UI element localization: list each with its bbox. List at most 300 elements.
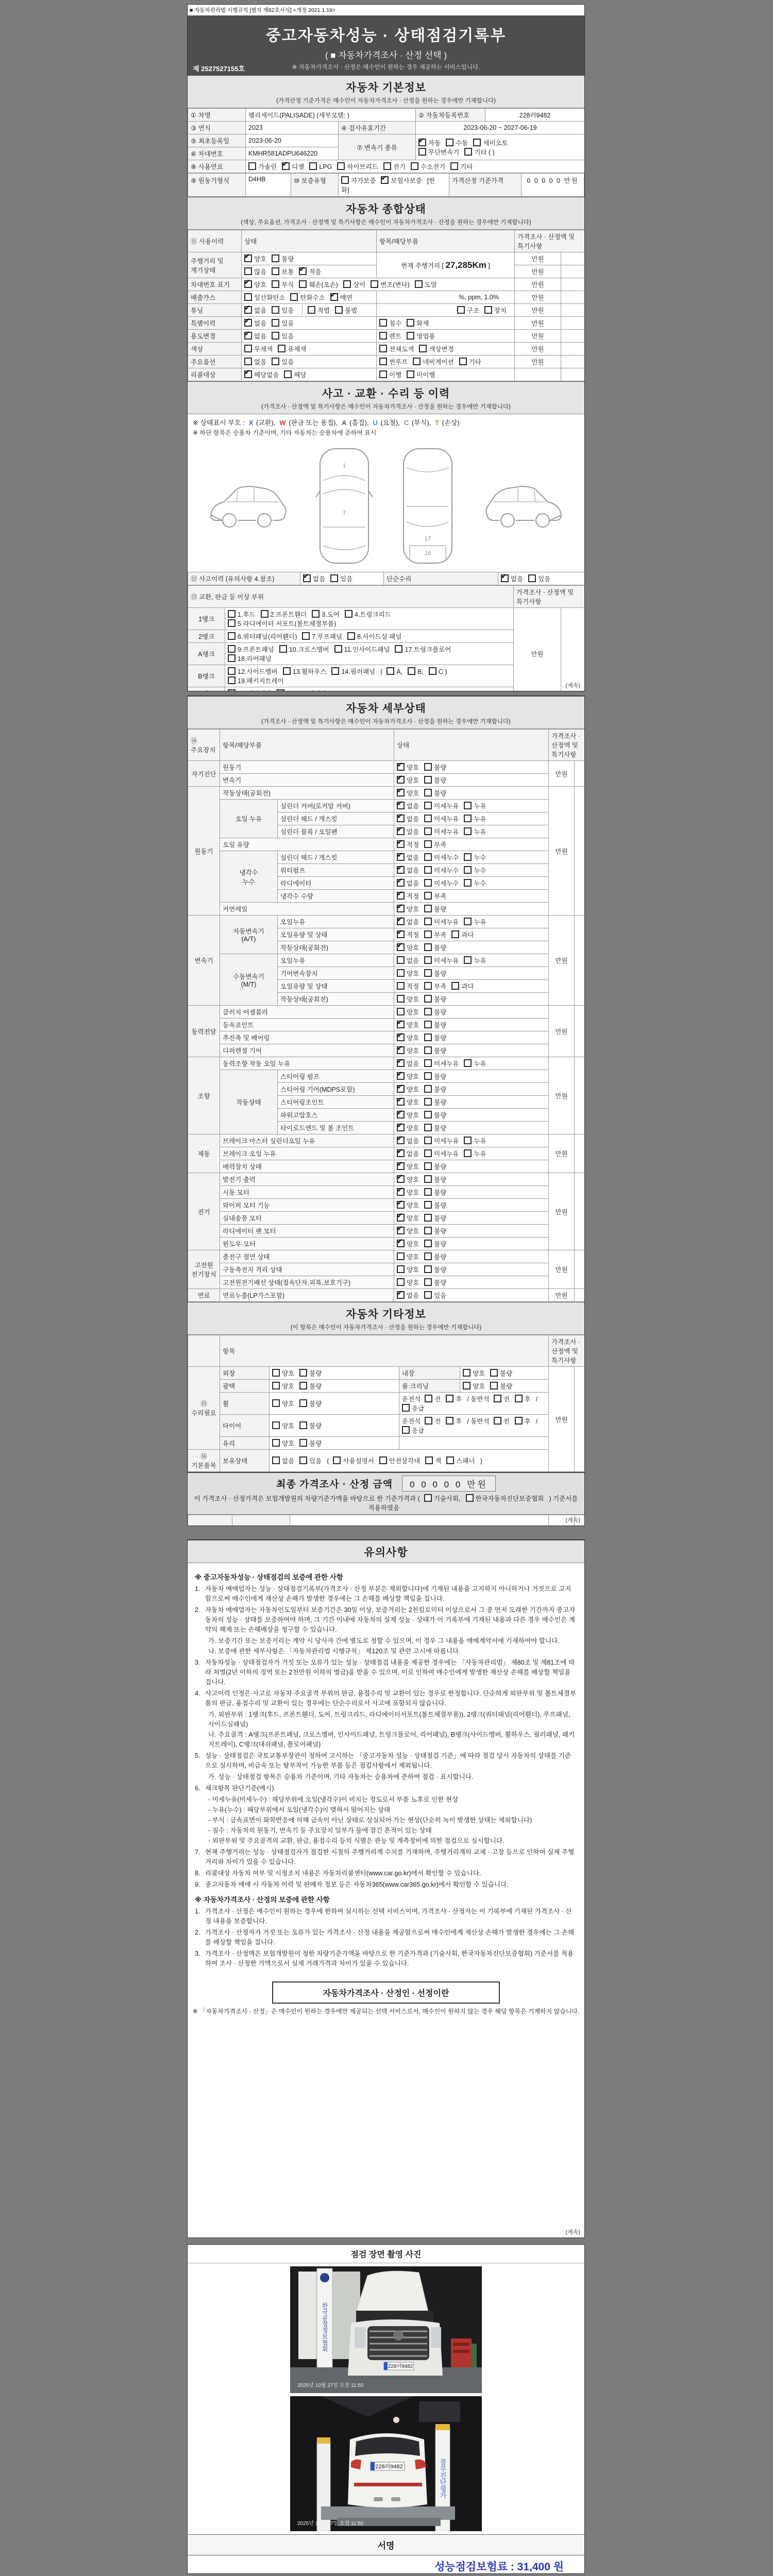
checkbox-icon[interactable] — [272, 255, 279, 262]
checkbox-checked-icon[interactable] — [397, 918, 405, 925]
checkbox-icon[interactable] — [397, 995, 405, 1003]
checkbox-label: 불량 — [434, 764, 447, 771]
checkbox-icon[interactable] — [424, 827, 432, 835]
checkbox-checked-icon[interactable] — [397, 1111, 405, 1118]
checkbox-icon[interactable] — [446, 1417, 453, 1425]
checks-text: ( — [327, 1458, 329, 1465]
checkbox-option — [494, 1416, 510, 1426]
checkbox-label: 적법 — [317, 307, 330, 314]
checkbox-icon[interactable] — [424, 995, 432, 1003]
checkbox-label: 양호 — [407, 764, 419, 771]
checkbox-icon[interactable] — [459, 358, 467, 365]
checkbox-icon[interactable] — [261, 610, 268, 618]
checkbox-option — [284, 370, 306, 379]
checkbox-option — [424, 840, 446, 849]
checkbox-checked-icon[interactable] — [418, 139, 426, 146]
checkbox-icon[interactable] — [272, 358, 279, 365]
checkbox-checked-icon[interactable] — [244, 319, 252, 327]
checkbox-icon[interactable] — [424, 1214, 432, 1222]
checkbox-icon[interactable] — [379, 345, 387, 352]
checkbox-icon[interactable] — [466, 1494, 474, 1502]
checkbox-icon[interactable] — [244, 345, 252, 352]
checkbox-icon[interactable] — [424, 815, 432, 822]
checkbox-icon[interactable] — [397, 1265, 405, 1273]
checkbox-icon[interactable] — [490, 1369, 498, 1377]
checkbox-icon[interactable] — [424, 1008, 432, 1015]
checkbox-icon[interactable] — [424, 1265, 432, 1273]
checkbox-icon[interactable] — [424, 1085, 432, 1093]
checkbox-label: 11.인사이드패널 — [344, 646, 390, 653]
checkbox-checked-icon[interactable] — [299, 267, 307, 275]
checkbox-icon[interactable] — [424, 892, 432, 900]
checkbox-icon[interactable] — [464, 879, 472, 887]
model-year-value: 2023 — [246, 122, 339, 134]
checkbox-icon[interactable] — [299, 1421, 307, 1429]
checkbox-option — [379, 331, 401, 341]
notice-item — [195, 1869, 577, 1878]
checkbox-icon[interactable] — [424, 1240, 432, 1247]
checkbox-checked-icon[interactable] — [303, 574, 311, 582]
checkbox-icon[interactable] — [397, 982, 405, 990]
checkbox-checked-icon[interactable] — [282, 162, 290, 170]
checkbox-label: 없음 — [407, 816, 419, 823]
checkbox-icon[interactable] — [464, 853, 472, 861]
checkbox-icon[interactable] — [424, 943, 432, 951]
checkbox-icon[interactable] — [411, 162, 418, 170]
checkbox-icon[interactable] — [446, 1395, 453, 1402]
checkbox-label: 없음 — [407, 867, 419, 874]
checkbox-checked-icon[interactable] — [397, 827, 405, 835]
checkbox-icon[interactable] — [463, 1382, 470, 1389]
checkbox-checked-icon[interactable] — [397, 943, 405, 951]
checkbox-icon[interactable] — [272, 1439, 280, 1447]
checkbox-icon[interactable] — [379, 332, 387, 340]
checkbox-option — [397, 1291, 419, 1300]
checkbox-option — [299, 1368, 322, 1378]
checkbox-icon[interactable] — [424, 969, 432, 977]
checkbox-option — [402, 1403, 424, 1413]
color-change-checks — [377, 343, 515, 355]
checkbox-icon[interactable] — [424, 1252, 432, 1260]
checkbox-checked-icon[interactable] — [397, 1137, 405, 1144]
checkbox-icon[interactable] — [515, 1395, 523, 1402]
checkbox-checked-icon[interactable] — [397, 905, 405, 912]
checkbox-icon[interactable] — [330, 574, 338, 582]
checkbox-checked-icon[interactable] — [397, 1085, 405, 1093]
notice-item-text: 가격조사 · 산정액은 보험개발원이 정한 차량기준가액을 바탕으로 한 기준가격과 (기술사회, 한국자동차진단보증협회) 기준서를 적용하여 조사 · 산정한 가액으로서 실제 거래가격과 차이가 있을 수 있습니다. — [205, 1950, 574, 1967]
checkbox-icon[interactable] — [386, 667, 394, 675]
checkbox-icon[interactable] — [335, 306, 343, 314]
checkbox-icon[interactable] — [446, 139, 453, 146]
checkbox-option — [424, 775, 446, 785]
checkbox-icon[interactable] — [272, 1456, 280, 1464]
notice-item-text: 자동차 매매업자는 자동차인도일부터 보증기간은 30일 이상, 보증거리는 2천킬로미터 이상으로서 그 중 먼저 도래한 기간까지 중고자동차의 성능 · 상태를 보증하여야 하며, 그 기간 이내에 자동차의 실제 성능 · 상태가 이 기록부에 기재된 내용과 다른 경우 매수인은 계약의 해제 또는 손해배상을 청구할 수 있습니다. — [205, 1606, 576, 1633]
checkbox-icon[interactable] — [464, 1059, 472, 1067]
checkbox-checked-icon[interactable] — [397, 1059, 405, 1067]
basic-info-row-engine — [188, 173, 584, 197]
checkbox-icon[interactable] — [228, 667, 236, 675]
checkbox-icon[interactable] — [272, 319, 279, 327]
checkbox-icon[interactable] — [397, 956, 405, 964]
checkbox-icon[interactable] — [424, 930, 432, 938]
checkbox-checked-icon[interactable] — [397, 1175, 405, 1183]
checkbox-icon[interactable] — [424, 1227, 432, 1234]
checkbox-icon[interactable] — [228, 645, 236, 653]
item-label: 작동상태(공회전) — [278, 993, 394, 1006]
checkbox-checked-icon[interactable] — [397, 840, 405, 848]
checkbox-icon[interactable] — [424, 1149, 432, 1157]
checkbox-icon[interactable] — [424, 956, 432, 964]
checkbox-icon[interactable] — [331, 667, 339, 675]
checkbox-icon[interactable] — [299, 1456, 307, 1464]
state-checks — [394, 1238, 549, 1250]
checkbox-option — [424, 762, 446, 772]
checkbox-option — [424, 943, 446, 952]
checkbox-icon[interactable] — [383, 162, 391, 170]
checkbox-icon[interactable] — [424, 1072, 432, 1080]
checkbox-checked-icon[interactable] — [397, 1162, 405, 1170]
checkbox-checked-icon[interactable] — [397, 1098, 405, 1106]
checkbox-option — [397, 1226, 419, 1235]
checkbox-icon[interactable] — [494, 1395, 501, 1402]
checkbox-icon[interactable] — [333, 1456, 341, 1464]
checkbox-icon[interactable] — [424, 763, 432, 771]
checkbox-icon[interactable] — [494, 1417, 501, 1425]
checkbox-icon[interactable] — [277, 689, 284, 691]
checkbox-checked-icon[interactable] — [397, 802, 405, 809]
checkbox-label: 디젤 — [292, 163, 305, 171]
state-checks — [394, 825, 549, 838]
checkbox-icon[interactable] — [464, 918, 472, 925]
checkbox-label: 불량 — [309, 1400, 322, 1408]
checkbox-checked-icon[interactable] — [397, 866, 405, 874]
checkbox-icon[interactable] — [424, 866, 432, 874]
checkbox-icon[interactable] — [457, 306, 465, 314]
field-label: ④ 검사유효기간 — [339, 122, 416, 134]
checkbox-checked-icon[interactable] — [397, 1033, 405, 1041]
checkbox-icon[interactable] — [272, 267, 279, 275]
checkbox-checked-icon[interactable] — [381, 176, 389, 184]
checkbox-icon[interactable] — [425, 1395, 432, 1402]
item-label: 원동기 — [220, 761, 394, 774]
checkbox-icon[interactable] — [424, 853, 432, 861]
checkbox-option — [419, 344, 453, 353]
checkbox-icon[interactable] — [424, 1201, 432, 1209]
checkbox-checked-icon[interactable] — [244, 280, 252, 288]
checkbox-icon[interactable] — [248, 162, 256, 170]
checkbox-icon[interactable] — [371, 280, 378, 288]
checkbox-checked-icon[interactable] — [330, 293, 338, 301]
checkbox-label: 적정 — [407, 931, 419, 939]
current-mileage — [377, 252, 515, 278]
checkbox-icon[interactable] — [395, 645, 402, 653]
checkbox-icon[interactable] — [424, 789, 432, 796]
checkbox-icon[interactable] — [484, 306, 492, 314]
checkbox-icon[interactable] — [424, 802, 432, 809]
checkbox-icon[interactable] — [397, 1008, 405, 1015]
checkbox-checked-icon[interactable] — [397, 1072, 405, 1080]
state-checks — [394, 967, 549, 980]
checkbox-icon[interactable] — [397, 1252, 405, 1260]
checkbox-icon[interactable] — [451, 930, 459, 938]
checkbox-option — [424, 853, 459, 862]
checkbox-checked-icon[interactable] — [397, 789, 405, 796]
checkbox-icon[interactable] — [290, 293, 298, 301]
inspection-photo-rear — [290, 2396, 482, 2531]
checkbox-icon[interactable] — [424, 1175, 432, 1183]
checkbox-icon[interactable] — [379, 370, 387, 378]
checkbox-checked-icon[interactable] — [244, 332, 252, 340]
checkbox-icon[interactable] — [278, 345, 285, 352]
notice-item-text: 자동차성능 · 상태점검자가 거짓 또는 오류가 있는 성능 · 상태점검 내용을 제공한 경우에는 「자동차관리법」 제80조 및 제81조에 따라 처벌(2년 이하의 징역 또는 2천만원 이하의 벌금)을 받을 수 있으며, 이로 인하여 매수인에게 발생한 재산상 손해를 배상할 책임을 집니다. — [205, 1659, 575, 1686]
checkbox-icon[interactable] — [446, 1456, 454, 1464]
detail-row — [188, 1225, 585, 1238]
checkbox-checked-icon[interactable] — [397, 1201, 405, 1209]
checkbox-icon[interactable] — [464, 866, 472, 874]
checkbox-icon[interactable] — [244, 293, 252, 301]
note-cell — [561, 252, 585, 265]
checkbox-icon[interactable] — [407, 370, 414, 378]
checkbox-icon[interactable] — [407, 332, 414, 340]
checkbox-icon[interactable] — [408, 667, 415, 675]
checkbox-icon[interactable] — [464, 956, 472, 964]
checkbox-icon[interactable] — [272, 332, 279, 340]
checkbox-icon[interactable] — [299, 1369, 307, 1377]
checkbox-label: 양호 — [254, 281, 267, 289]
state-checks — [394, 1173, 549, 1186]
checkbox-checked-icon[interactable] — [397, 1149, 405, 1157]
checkbox-checked-icon[interactable] — [397, 763, 405, 771]
checkbox-icon[interactable] — [345, 610, 352, 618]
checkbox-icon[interactable] — [228, 619, 236, 627]
checkbox-checked-icon[interactable] — [397, 930, 405, 938]
checkbox-icon[interactable] — [464, 802, 472, 809]
checkbox-checked-icon[interactable] — [244, 370, 252, 378]
state-checks — [394, 1006, 549, 1019]
tire-checks — [270, 1415, 399, 1437]
checkbox-icon[interactable] — [299, 1382, 307, 1389]
overall-state-table — [188, 230, 585, 381]
checkbox-icon[interactable] — [407, 319, 414, 327]
checkbox-icon[interactable] — [424, 1278, 432, 1286]
checkbox-checked-icon[interactable] — [397, 879, 405, 887]
checkbox-icon[interactable] — [424, 1162, 432, 1170]
checkbox-icon[interactable] — [334, 645, 342, 653]
checkbox-checked-icon[interactable] — [397, 1240, 405, 1247]
state-checks — [394, 980, 549, 993]
checkbox-icon[interactable] — [308, 306, 315, 314]
checkbox-icon[interactable] — [424, 1098, 432, 1106]
signature-band[interactable]: 서명 — [188, 2534, 584, 2555]
checkbox-icon[interactable] — [418, 148, 426, 156]
checkbox-option — [228, 654, 272, 663]
field-label: ② 자동차등록번호 — [416, 109, 485, 122]
checkbox-icon[interactable] — [302, 632, 310, 640]
checkbox-icon[interactable] — [337, 162, 345, 170]
checkbox-icon[interactable] — [424, 918, 432, 925]
price-cell: 만원 — [549, 1250, 575, 1289]
checkbox-icon[interactable] — [424, 1137, 432, 1144]
checkbox-icon[interactable] — [425, 1456, 433, 1464]
checkbox-icon[interactable] — [490, 1382, 498, 1389]
checkbox-label: 불량 — [434, 1035, 447, 1042]
checkbox-option — [278, 344, 306, 353]
checkbox-option — [397, 1136, 419, 1145]
state-checks — [394, 1109, 549, 1122]
checkbox-option — [397, 866, 419, 875]
checkbox-checked-icon[interactable] — [397, 1188, 405, 1196]
checkbox-label: 렌트 — [389, 333, 402, 340]
state-checks — [394, 761, 549, 774]
checkbox-icon[interactable] — [228, 610, 236, 618]
notice-item — [195, 1689, 577, 1708]
checkbox-option — [424, 994, 446, 1004]
checkbox-icon[interactable] — [424, 840, 432, 848]
checkbox-icon[interactable] — [528, 574, 536, 582]
checkbox-icon[interactable] — [424, 1188, 432, 1196]
checkbox-label: 14.필러패널 — [341, 668, 376, 675]
rank-price-header: 가격조사 · 산정액 및 특기사항 — [514, 586, 585, 608]
checkbox-icon[interactable] — [424, 1124, 432, 1131]
checkbox-icon[interactable] — [515, 1417, 523, 1425]
checkbox-label: 불량 — [434, 1202, 447, 1209]
checkbox-option — [464, 853, 486, 862]
checkbox-icon[interactable] — [424, 1059, 432, 1067]
checkbox-icon[interactable] — [464, 815, 472, 822]
checkbox-icon[interactable] — [272, 1421, 280, 1429]
checkbox-icon[interactable] — [379, 1456, 387, 1464]
checkbox-checked-icon[interactable] — [397, 853, 405, 861]
checkbox-icon[interactable] — [451, 982, 459, 990]
checkbox-icon[interactable] — [464, 1137, 472, 1144]
checkbox-option — [446, 1394, 462, 1403]
checkbox-icon[interactable] — [424, 1046, 432, 1054]
checkbox-checked-icon[interactable] — [397, 1021, 405, 1028]
checkbox-icon[interactable] — [228, 632, 236, 640]
checkbox-icon[interactable] — [424, 905, 432, 912]
checkbox-icon[interactable] — [299, 280, 307, 288]
checkbox-icon[interactable] — [464, 827, 472, 835]
checkbox-icon[interactable] — [397, 969, 405, 977]
checkbox-icon[interactable] — [424, 1033, 432, 1041]
checkbox-checked-icon[interactable] — [501, 574, 509, 582]
checkbox-icon[interactable] — [424, 879, 432, 887]
checkbox-icon[interactable] — [463, 1369, 470, 1377]
checkbox-icon[interactable] — [424, 1494, 432, 1502]
checkbox-label: 있음 — [340, 575, 353, 583]
checkbox-checked-icon[interactable] — [397, 1291, 405, 1299]
checkbox-label: 불량 — [434, 1189, 447, 1196]
diagram-number: 7 — [342, 510, 346, 516]
final-price-label: 최종 가격조사 · 산정 금액 — [276, 1479, 393, 1490]
checkbox-icon[interactable] — [299, 1439, 307, 1447]
checkbox-icon[interactable] — [379, 319, 387, 327]
checkbox-icon[interactable] — [424, 1291, 432, 1299]
checkbox-icon[interactable] — [402, 1426, 410, 1434]
checkbox-icon[interactable] — [299, 1399, 307, 1407]
checkbox-icon[interactable] — [272, 306, 279, 314]
checkbox-icon[interactable] — [415, 280, 423, 288]
checkbox-icon[interactable] — [309, 162, 317, 170]
checkbox-icon[interactable] — [419, 345, 427, 352]
damage-mark-label: (손상) — [440, 419, 460, 427]
table-row — [188, 1393, 585, 1415]
checkbox-icon[interactable] — [464, 1149, 472, 1157]
checkbox-icon[interactable] — [312, 610, 320, 618]
checkbox-label: 전 — [434, 1396, 441, 1403]
checkbox-option — [244, 280, 266, 289]
checkbox-label: 양호 — [407, 1202, 419, 1209]
checkbox-icon[interactable] — [473, 139, 481, 146]
checkbox-icon[interactable] — [402, 1404, 410, 1412]
checkbox-label: 네비게이션 — [423, 359, 454, 366]
checkbox-icon[interactable] — [244, 358, 252, 365]
basic-section-header — [188, 75, 584, 108]
checkbox-icon[interactable] — [450, 162, 458, 170]
checkbox-option — [425, 1394, 441, 1403]
option-checks — [242, 355, 377, 368]
checkbox-icon[interactable] — [429, 667, 436, 675]
checkbox-icon[interactable] — [341, 176, 349, 184]
checkbox-checked-icon[interactable] — [397, 1214, 405, 1222]
field-label: ⑧ 사용연료 — [188, 160, 246, 173]
checkbox-icon[interactable] — [272, 1382, 280, 1389]
checkbox-icon[interactable] — [272, 280, 279, 288]
checkbox-checked-icon[interactable] — [397, 892, 405, 900]
notice-subitem: - 미세누유(미세누수) : 해당부위에 오일(냉각수)이 비치는 정도로서 부품 노후로 인한 현상 — [208, 1796, 459, 1803]
checkbox-checked-icon[interactable] — [244, 255, 252, 262]
checkbox-checked-icon[interactable] — [397, 815, 405, 822]
detail-row — [188, 954, 585, 967]
checkbox-option — [463, 1368, 485, 1378]
checkbox-checked-icon[interactable] — [397, 776, 405, 784]
checkbox-icon[interactable] — [397, 1278, 405, 1286]
checkbox-icon[interactable] — [424, 982, 432, 990]
checkbox-icon[interactable] — [413, 358, 421, 365]
checkbox-icon[interactable] — [228, 676, 236, 684]
checkbox-icon[interactable] — [464, 148, 472, 156]
checkbox-checked-icon[interactable] — [397, 1124, 405, 1131]
checkbox-checked-icon[interactable] — [397, 1227, 405, 1234]
checkbox-icon[interactable] — [424, 1021, 432, 1028]
checkbox-label: 적정 — [407, 893, 419, 900]
checkbox-icon[interactable] — [283, 667, 291, 675]
checkbox-icon[interactable] — [424, 1111, 432, 1118]
checkbox-icon[interactable] — [228, 654, 236, 662]
checkbox-label: 불량 — [434, 1073, 447, 1080]
checkbox-checked-icon[interactable] — [244, 306, 252, 314]
checkbox-icon[interactable] — [379, 358, 387, 365]
detail-row — [188, 1199, 585, 1212]
checkbox-checked-icon[interactable] — [397, 1046, 405, 1054]
notice-item-number: 7. — [195, 1849, 200, 1856]
checkbox-option — [347, 632, 401, 641]
checkbox-icon[interactable] — [272, 1399, 280, 1407]
checkbox-icon[interactable] — [424, 776, 432, 784]
checkbox-icon[interactable] — [279, 645, 287, 653]
checkbox-icon[interactable] — [284, 370, 292, 378]
checkbox-icon[interactable] — [347, 632, 355, 640]
checkbox-icon[interactable] — [244, 267, 252, 275]
checkbox-icon[interactable] — [425, 1417, 432, 1425]
checkbox-icon[interactable] — [272, 1369, 280, 1377]
detail-row — [188, 761, 585, 774]
checkbox-icon[interactable] — [343, 280, 351, 288]
detail-row — [188, 1289, 585, 1302]
checkbox-label: 후 — [524, 1396, 531, 1403]
price-cell: 만원 — [515, 317, 561, 330]
checkbox-icon[interactable] — [228, 689, 236, 691]
